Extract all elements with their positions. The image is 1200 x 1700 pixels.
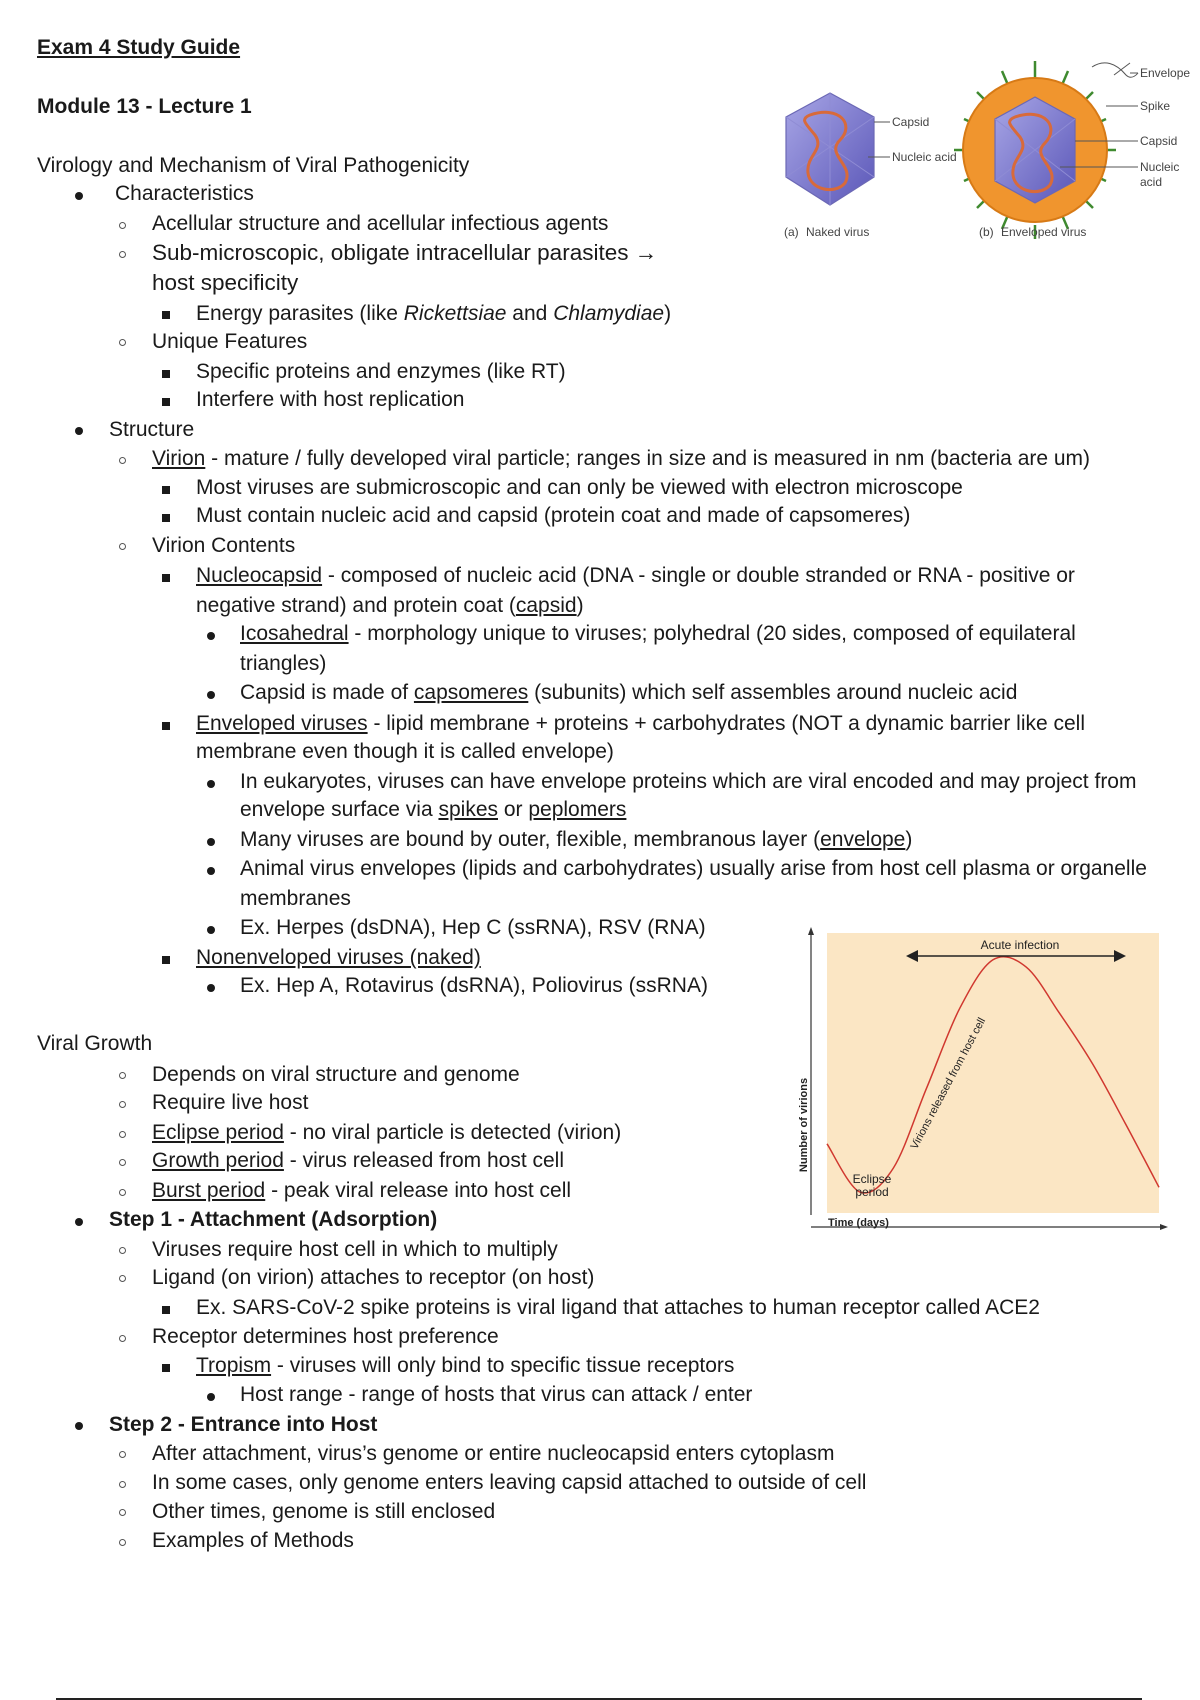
bullet: [162, 1364, 170, 1372]
chart-y-axis-label: Number of virions: [798, 1077, 810, 1173]
item-specific-proteins: Specific proteins and enzymes (like RT): [196, 360, 566, 383]
item-step2-some-cases: In some cases, only genome enters leaving capsid attached to outside of cell: [152, 1471, 867, 1494]
item-step2: Step 2 - Entrance into Host: [109, 1413, 378, 1436]
label-capsid: Capsid: [892, 115, 930, 129]
item-step1-ligand: Ligand (on virion) attaches to receptor (on host): [152, 1266, 595, 1289]
item-capsomeres: Capsid is made of capsomeres (subunits) which self assembles around nucleic acid: [240, 681, 1018, 704]
item-nucleocapsid: Nucleocapsid - composed of nucleic acid (DNA - single or double stranded or RNA - positive or: [196, 564, 1075, 587]
bullet: [119, 1072, 126, 1079]
chart-y-axis-arrow: [808, 927, 814, 935]
caption-naked-virus: Naked virus: [806, 225, 870, 239]
bullet: [75, 1422, 83, 1430]
bullet: [162, 956, 170, 964]
item-icosahedral-cont: triangles): [240, 652, 327, 675]
bullet: [75, 192, 83, 200]
bullet: [207, 1393, 215, 1401]
bullet: [119, 1509, 126, 1516]
bullet: [162, 370, 170, 378]
item-virion: Virion - mature / fully developed viral particle; ranges in size and is measured in nm (bacteria are um): [152, 447, 1091, 470]
item-tropism: Tropism - viruses will only bind to specific tissue receptors: [196, 1354, 735, 1377]
item-host-range: Host range - range of hosts that virus can attack / enter: [240, 1383, 753, 1406]
item-enveloped: Enveloped viruses - lipid membrane + proteins + carbohydrates (NOT a dynamic barrier like cell: [196, 712, 1086, 735]
bullet: [207, 984, 215, 992]
label-envelope: Envelope: [1140, 66, 1191, 80]
item-submicroscopic-cont: host specificity: [152, 270, 299, 295]
item-virion-contents: Virion Contents: [152, 534, 296, 557]
enveloped-virus-illustration: [954, 61, 1116, 239]
bullet: [162, 1306, 170, 1314]
bullet: [119, 1189, 126, 1196]
naked-virus-illustration: [786, 93, 874, 205]
label-nucleic-acid: Nucleic acid: [892, 150, 957, 164]
bullet: [207, 867, 215, 875]
item-ex-nonenveloped: Ex. Hep A, Rotavirus (dsRNA), Poliovirus (ssRNA): [240, 974, 708, 997]
item-enveloped-cont: membrane even though it is called envelope): [196, 740, 614, 763]
label-acute-infection: Acute infection: [980, 938, 1060, 952]
bullet: [207, 632, 215, 640]
item-nonenveloped: Nonenveloped viruses (naked): [196, 946, 481, 969]
item-step1-receptor: Receptor determines host preference: [152, 1325, 499, 1348]
item-step2-other: Other times, genome is still enclosed: [152, 1500, 496, 1523]
item-unique-features: Unique Features: [152, 330, 308, 353]
item-eclipse-period: Eclipse period - no viral particle is detected (virion): [152, 1121, 622, 1144]
item-most-viruses: Most viruses are submicroscopic and can only be viewed with electron microscope: [196, 476, 963, 499]
label-nucleic-acid-enveloped-1: Nucleic: [1140, 160, 1180, 174]
module-heading: Module 13 - Lecture 1: [37, 95, 252, 118]
doc-title: Exam 4 Study Guide: [37, 36, 241, 59]
item-eukaryotes-cont: envelope surface via spikes or peplomers: [240, 798, 627, 821]
item-require: Require live host: [152, 1091, 309, 1114]
bullet: [75, 1218, 83, 1226]
bullet: [207, 780, 215, 788]
item-interfere: Interfere with host replication: [196, 388, 465, 411]
bullet: [162, 311, 170, 319]
bullet: [119, 1131, 126, 1138]
item-depends: Depends on viral structure and genome: [152, 1063, 520, 1086]
bullet: [119, 543, 126, 550]
item-burst-period: Burst period - peak viral release into host cell: [152, 1179, 572, 1202]
bullet: [162, 574, 170, 582]
bullet: [119, 251, 126, 258]
bullet: [119, 339, 126, 346]
label-nucleic-acid-enveloped-2: acid: [1140, 175, 1163, 189]
item-step1-host-cell: Viruses require host cell in which to multiply: [152, 1238, 558, 1261]
label-virions-released: Virions released from host cell: [908, 1015, 989, 1152]
bullet: [119, 1275, 126, 1282]
item-structure: Structure: [109, 418, 195, 441]
bullet: [119, 1247, 126, 1254]
bullet: [119, 1539, 126, 1546]
item-energy-parasites: Energy parasites (like Rickettsiae and Chlamydiae): [196, 302, 672, 325]
section-heading-virology: Virology and Mechanism of Viral Pathogenicity: [37, 154, 470, 177]
bullet: [119, 1451, 126, 1458]
item-acellular: Acellular structure and acellular infectious agents: [152, 212, 609, 235]
label-spike: Spike: [1140, 99, 1171, 113]
item-step1-sars: Ex. SARS-CoV-2 spike proteins is viral ligand that attaches to human receptor called ACE2: [196, 1296, 1040, 1319]
chart-x-axis-arrow: [1160, 1224, 1168, 1230]
bullet: [162, 398, 170, 406]
item-step2-after: After attachment, virus’s genome or entire nucleocapsid enters cytoplasm: [152, 1442, 835, 1465]
bullet: [75, 427, 83, 435]
item-submicroscopic: Sub-microscopic, obligate intracellular parasites →: [152, 240, 658, 265]
item-ex-enveloped: Ex. Herpes (dsDNA), Hep C (ssRNA), RSV (RNA): [240, 916, 706, 939]
bullet: [119, 222, 126, 229]
label-eclipse-period: period: [855, 1185, 889, 1199]
item-growth-period: Growth period - virus released from host cell: [152, 1149, 565, 1172]
item-nucleocapsid-cont: negative strand) and protein coat (capsid): [196, 594, 584, 617]
label-eclipse: Eclipse: [852, 1172, 892, 1186]
bullet: [162, 722, 170, 730]
item-characteristics: Characteristics: [115, 182, 254, 205]
bullet: [119, 1101, 126, 1108]
section-heading-growth: Viral Growth: [37, 1032, 153, 1055]
viral-growth-chart: [800, 925, 1170, 1240]
caption-enveloped-letter: (b): [979, 225, 994, 239]
bullet: [119, 457, 126, 464]
bullet: [162, 486, 170, 494]
item-animal-envelopes-cont: membranes: [240, 887, 351, 910]
chart-x-axis-label: Time (days): [828, 1217, 889, 1229]
bullet: [207, 838, 215, 846]
bullet: [162, 514, 170, 522]
item-many-viruses: Many viruses are bound by outer, flexible, membranous layer (envelope): [240, 828, 913, 851]
bullet: [119, 1335, 126, 1342]
chart-plot-area: [827, 933, 1159, 1213]
item-icosahedral: Icosahedral - morphology unique to viruses; polyhedral (20 sides, composed of equilateral: [240, 622, 1076, 645]
item-must-contain: Must contain nucleic acid and capsid (protein coat and made of capsomeres): [196, 504, 911, 527]
virus-structure-figure: [770, 55, 1190, 250]
bullet: [207, 691, 215, 699]
caption-enveloped-virus: Enveloped virus: [1001, 225, 1087, 239]
bullet: [119, 1159, 126, 1166]
item-eukaryotes: In eukaryotes, viruses can have envelope proteins which are viral encoded and may project from: [240, 770, 1137, 793]
item-step2-examples: Examples of Methods: [152, 1529, 354, 1552]
item-animal-envelopes: Animal virus envelopes (lipids and carbohydrates) usually arise from host cell plasma or organelle: [240, 857, 1147, 880]
item-step1: Step 1 - Attachment (Adsorption): [109, 1208, 438, 1231]
bullet: [207, 926, 215, 934]
label-capsid-enveloped: Capsid: [1140, 134, 1178, 148]
caption-naked-letter: (a): [784, 225, 799, 239]
bullet: [119, 1481, 126, 1488]
